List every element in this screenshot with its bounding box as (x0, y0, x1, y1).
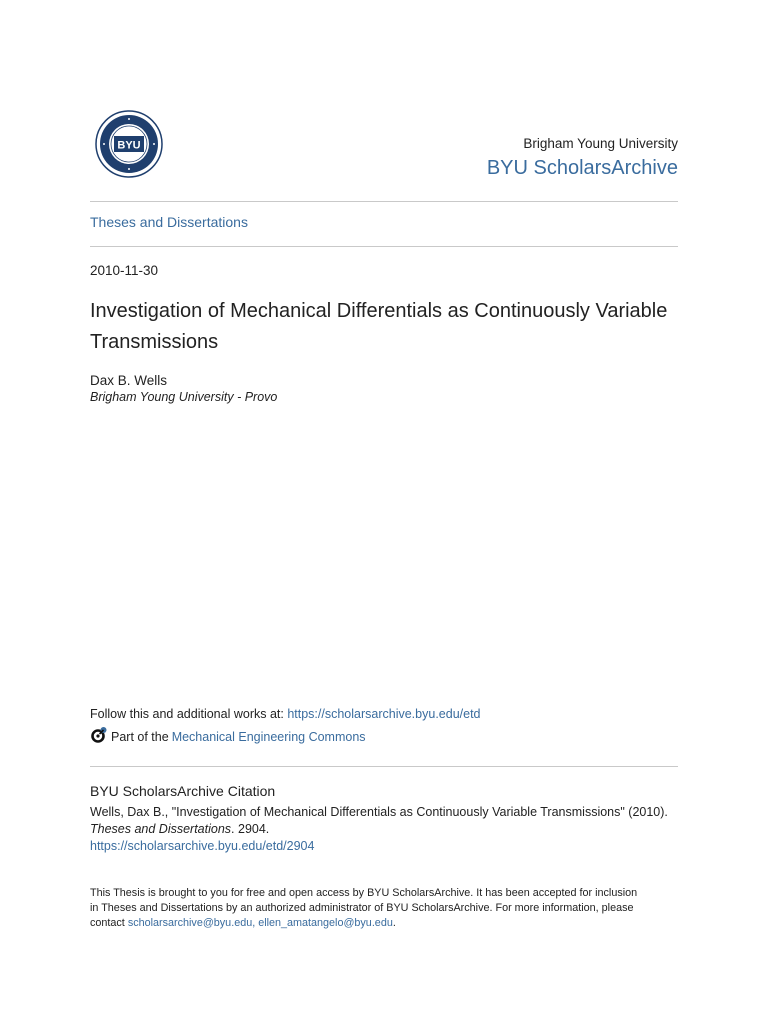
part-of-label: Part of the (111, 730, 169, 744)
follow-url-link[interactable]: https://scholarsarchive.byu.edu/etd (287, 707, 481, 721)
notice-line-2: in Theses and Dissertations by an authorized administrator of BYU ScholarsArchive. For more information, please (90, 902, 634, 914)
citation-series: Theses and Dissertations (90, 822, 232, 836)
notice-line-3 (90, 916, 680, 931)
citation-body (90, 804, 690, 855)
svg-text:BYU: BYU (117, 139, 141, 152)
part-of-line (90, 730, 366, 744)
citation-url-link[interactable]: https://scholarsarchive.byu.edu/etd/2904 (90, 839, 315, 853)
notice-line-1: This Thesis is brought to you for free and open access by BYU ScholarsArchive. It has been accepted for inclusion (90, 887, 638, 899)
repository-link[interactable]: BYU ScholarsArchive (486, 157, 678, 179)
citation-heading: BYU ScholarsArchive Citation (90, 783, 276, 799)
contact-email-link[interactable]: scholarsarchive@byu.edu, ellen_amatangelo@byu.edu (127, 917, 393, 929)
citation-text: Wells, Dax B., "Investigation of Mechanical Differentials as Continuously Variable Transmissions" (2010). (90, 805, 668, 819)
notice-contact-prefix: contact (90, 917, 128, 929)
access-notice (90, 886, 680, 931)
citation-number: . 2904. (231, 822, 270, 836)
byu-seal-logo (95, 110, 163, 178)
commons-network-icon (90, 726, 108, 744)
collection-link[interactable]: Theses and Dissertations (90, 214, 248, 230)
follow-label: Follow this and additional works at: (90, 707, 288, 721)
author-affiliation: Brigham Young University - Provo (90, 390, 278, 404)
document-title: Investigation of Mechanical Differentials as Continuously Variable Transmissions (90, 300, 668, 353)
publication-date: 2010-11-30 (90, 263, 159, 278)
citation-series-line (90, 821, 690, 838)
commons-link[interactable]: Mechanical Engineering Commons (171, 730, 366, 744)
institution-name: Brigham Young University (523, 136, 678, 151)
divider (90, 246, 678, 247)
follow-line (90, 707, 481, 721)
divider (90, 201, 678, 202)
divider (90, 766, 678, 767)
author-name: Dax B. Wells (90, 373, 168, 388)
notice-suffix: . (392, 917, 396, 929)
